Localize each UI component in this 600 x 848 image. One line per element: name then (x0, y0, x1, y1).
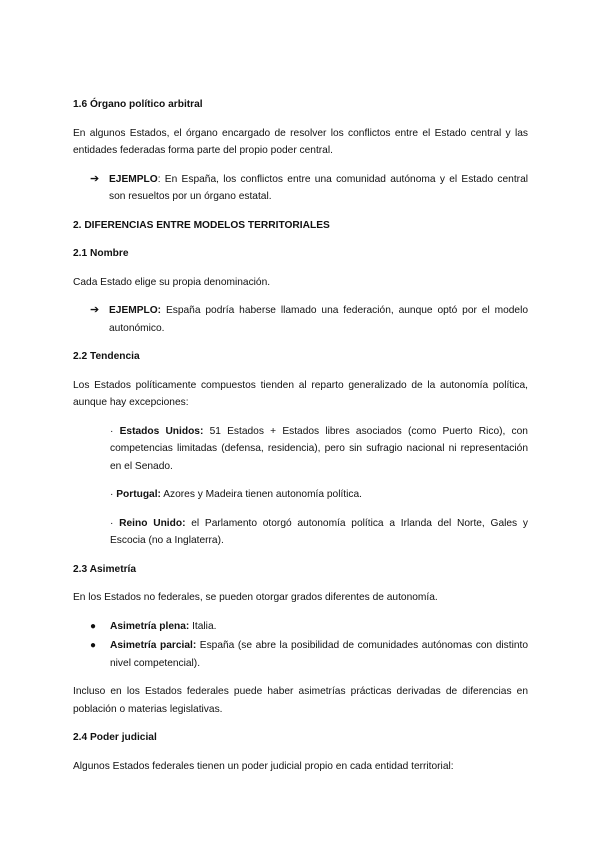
example-label: EJEMPLO (109, 173, 158, 185)
paragraph: Cada Estado elige su propia denominación. (73, 276, 271, 288)
list-item (73, 618, 528, 636)
section-heading-2-1: 2.1 Nombre (73, 248, 129, 259)
paragraph: Los Estados políticamente compuestos tienden al reparto generalizado de la autonomía política, aunque hay excepciones: (73, 379, 528, 408)
exception-label: Reino Unido: (119, 517, 186, 529)
exception-label: Estados Unidos: (119, 425, 204, 437)
section-heading-2-2: 2.2 Tendencia (73, 351, 140, 362)
example-text: : En España, los conflictos entre una comunidad autónoma y el Estado central son resueltos por un órgano estatal. (109, 173, 528, 202)
bullet-list (73, 618, 528, 673)
bullet-text: España (se abre la posibilidad de comunidades autónomas con distinto nivel competencial). (110, 640, 529, 669)
example-item (73, 171, 528, 206)
exception-text: Azores y Madeira tienen autonomía política. (160, 489, 362, 500)
bullet-label: Asimetría plena: (110, 620, 190, 632)
bullet-icon: ● (90, 640, 97, 651)
bullet-label: Asimetría parcial: (110, 640, 197, 651)
paragraph: En los Estados no federales, se pueden otorgar grados diferentes de autonomía. (73, 592, 438, 603)
section-heading-2-4: 2.4 Poder judicial (73, 732, 157, 743)
exception-item: · Reino Unido: el Parlamento otorgó autonomía política a Irlanda del Norte, Gales y Escocia (no a Inglaterra). (110, 517, 528, 546)
exception-label: Portugal: (116, 489, 161, 500)
bullet-icon: ● (90, 620, 97, 632)
section-heading-2-3: 2.3 Asimetría (73, 563, 137, 575)
paragraph: En algunos Estados, el órgano encargado de resolver los conflictos entre el Estado central y las entidades federadas forma parte del propio poder central. (73, 127, 528, 156)
exception-item: · Portugal: Azores y Madeira tienen autonomía política. (110, 489, 362, 500)
arrow-icon: ➔ (90, 304, 100, 316)
example-item (73, 302, 528, 337)
list-item (73, 637, 528, 672)
paragraph: Incluso en los Estados federales puede haber asimetrías prácticas derivadas de diferencias en población o materias legislativas. (73, 686, 528, 715)
section-heading-2: 2. DIFERENCIAS ENTRE MODELOS TERRITORIALES (73, 219, 330, 231)
exception-text: 51 Estados + Estados libres asociados (como Puerto Rico), con competencias limitadas (defensa, residencia), pero sin sufragio nacional ni representación en el Senado. (110, 425, 528, 472)
exception-text: el Parlamento otorgó autonomía política a Irlanda del Norte, Gales y Escocia (no a Inglaterra). (110, 517, 528, 546)
bullet-text: Italia. (189, 620, 217, 632)
example-text: España podría haberse llamado una federación, aunque optó por el modelo autonómico. (109, 305, 528, 334)
arrow-icon: ➔ (90, 172, 100, 185)
paragraph: Algunos Estados federales tienen un poder judicial propio en cada entidad territorial: (73, 760, 454, 772)
example-label: EJEMPLO: (109, 305, 162, 316)
section-heading-1-6: 1.6 Órgano político arbitral (73, 99, 203, 110)
exception-item: · Estados Unidos: 51 Estados + Estados libres asociados (como Puerto Rico), con competencias limitadas (defensa, residencia), pero sin sufragio nacional ni representación en el Senado. (110, 425, 528, 472)
